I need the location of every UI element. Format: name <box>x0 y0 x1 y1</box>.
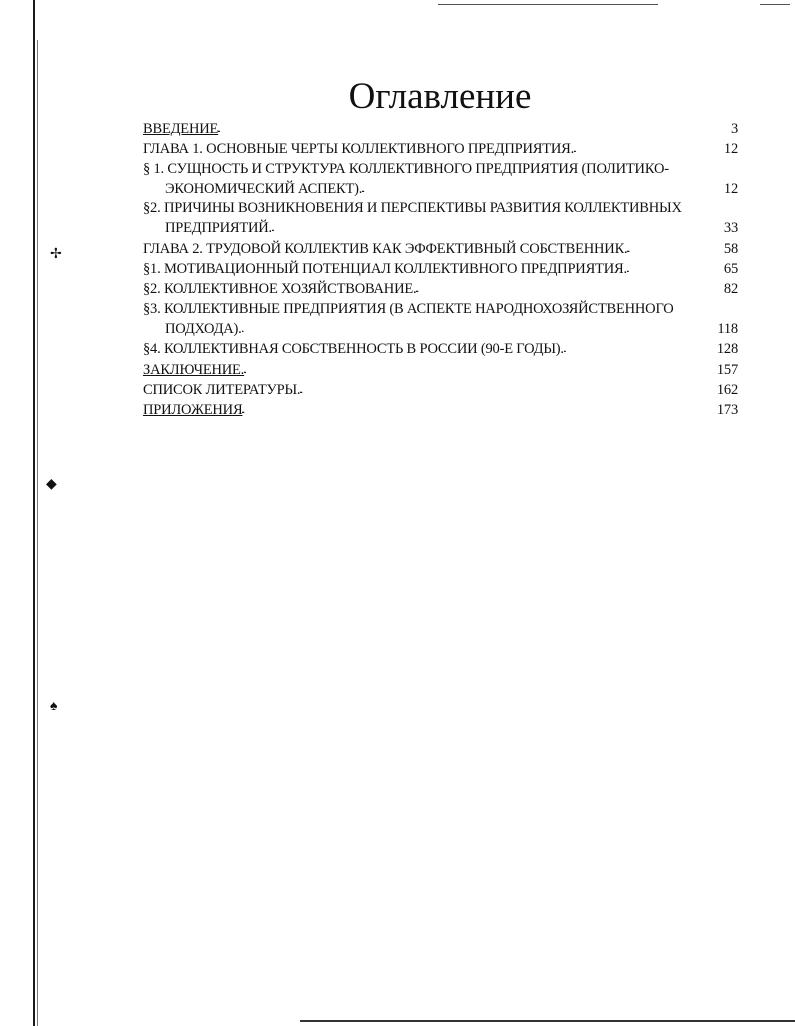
toc-page-number: 157 <box>716 361 738 378</box>
toc-leader-dots <box>300 380 714 400</box>
scan-left-edge <box>33 0 35 1026</box>
scan-top-edge-right <box>760 4 790 5</box>
toc-page-number: 58 <box>723 240 738 257</box>
toc-page-number: 118 <box>717 320 738 337</box>
toc-leader-dots <box>242 400 713 420</box>
toc-page-number: 3 <box>730 121 738 137</box>
toc-entry-title: ЗАКЛЮЧЕНИЕ. <box>143 361 245 378</box>
toc-entry-chapter-1[interactable] <box>143 139 738 159</box>
scan-speck-mark: ♠ <box>50 699 58 714</box>
scan-bottom-edge <box>300 1020 795 1022</box>
toc-page-number: 12 <box>723 180 738 197</box>
toc-leader-dots <box>242 319 715 339</box>
toc-entry-section-2-4[interactable] <box>143 339 738 359</box>
toc-entry-title: ГЛАВА 1. ОСНОВНЫЕ ЧЕРТЫ КОЛЛЕКТИВНОГО ПРЕДПРИЯТИЯ. <box>143 141 575 158</box>
toc-entry-title: ГЛАВА 2. ТРУДОВОЙ КОЛЛЕКТИВ КАК ЭФФЕКТИВНЫЙ СОБСТВЕННИК. <box>143 240 628 257</box>
toc-entry-introduction[interactable] <box>143 119 738 139</box>
toc-leader-dots <box>218 119 728 139</box>
toc-entry-title-line1: § 1. СУЩНОСТЬ И СТРУКТУРА КОЛЛЕКТИВНОГО ПРЕДПРИЯТИЯ (ПОЛИТИКО- <box>143 160 669 177</box>
toc-entry-title: СПИСОК ЛИТЕРАТУРЫ. <box>143 381 301 398</box>
toc-page-number: 162 <box>716 381 738 398</box>
page-title: Оглавление <box>348 75 532 117</box>
toc-leader-dots <box>272 218 721 238</box>
toc-entry-section-2-3[interactable] <box>143 319 738 339</box>
toc-entry-section-2-1[interactable] <box>143 259 738 279</box>
scan-top-edge <box>438 4 658 5</box>
toc-page-number: 128 <box>716 341 738 358</box>
toc-entry-appendices[interactable] <box>143 400 738 420</box>
toc-entry-conclusion[interactable] <box>143 360 738 380</box>
toc-entry-title: ВВЕДЕНИЕ <box>143 121 219 137</box>
scan-speck-mark: ✢ <box>50 247 62 262</box>
toc-entry-title-line1: §2. ПРИЧИНЫ ВОЗНИКНОВЕНИЯ И ПЕРСПЕКТИВЫ РАЗВИТИЯ КОЛЛЕКТИВНЫХ <box>143 200 682 217</box>
toc-page-number: 12 <box>723 141 738 158</box>
toc-entry-title: ПРЕДПРИЯТИЙ. <box>165 220 272 237</box>
toc-entry-references[interactable] <box>143 380 738 400</box>
toc-page-number: 33 <box>723 220 738 237</box>
toc-leader-dots <box>362 179 721 199</box>
toc-entry-title: §4. КОЛЛЕКТИВНАЯ СОБСТВЕННОСТЬ В РОССИИ (90-Е ГОДЫ). <box>143 341 564 358</box>
toc-page-number: 65 <box>723 261 738 278</box>
toc-entry-chapter-2[interactable] <box>143 239 738 259</box>
toc-entry-title-line1: §3. КОЛЛЕКТИВНЫЕ ПРЕДПРИЯТИЯ (В АСПЕКТЕ НАРОДНОХОЗЯЙСТВЕННОГО <box>143 300 674 317</box>
toc-entry-section-1-2[interactable] <box>143 218 738 238</box>
scan-speck-mark: ◆ <box>46 477 57 492</box>
toc-entry-title: ПРИЛОЖЕНИЯ <box>143 402 243 419</box>
toc-leader-dots <box>416 279 720 299</box>
toc-entry-section-2-2[interactable] <box>143 279 738 299</box>
toc-page-number: 82 <box>723 281 738 298</box>
scan-left-edge-faint <box>37 40 38 1026</box>
toc-leader-dots <box>627 259 721 279</box>
toc-leader-dots <box>627 239 720 259</box>
toc-entry-title: ЭКОНОМИЧЕСКИЙ АСПЕКТ). <box>165 180 363 197</box>
toc-leader-dots <box>574 139 721 159</box>
toc-entry-title: ПОДХОДА). <box>165 320 242 337</box>
toc-page-number: 173 <box>716 402 738 419</box>
toc-entry-section-1-1[interactable] <box>143 179 738 199</box>
table-of-contents <box>143 119 738 420</box>
toc-entry-title: §1. МОТИВАЦИОННЫЙ ПОТЕНЦИАЛ КОЛЛЕКТИВНОГО ПРЕДПРИЯТИЯ. <box>143 261 627 278</box>
toc-entry-title: §2. КОЛЛЕКТИВНОЕ ХОЗЯЙСТВОВАНИЕ. <box>143 281 417 298</box>
toc-leader-dots <box>244 360 714 380</box>
toc-leader-dots <box>564 339 714 359</box>
